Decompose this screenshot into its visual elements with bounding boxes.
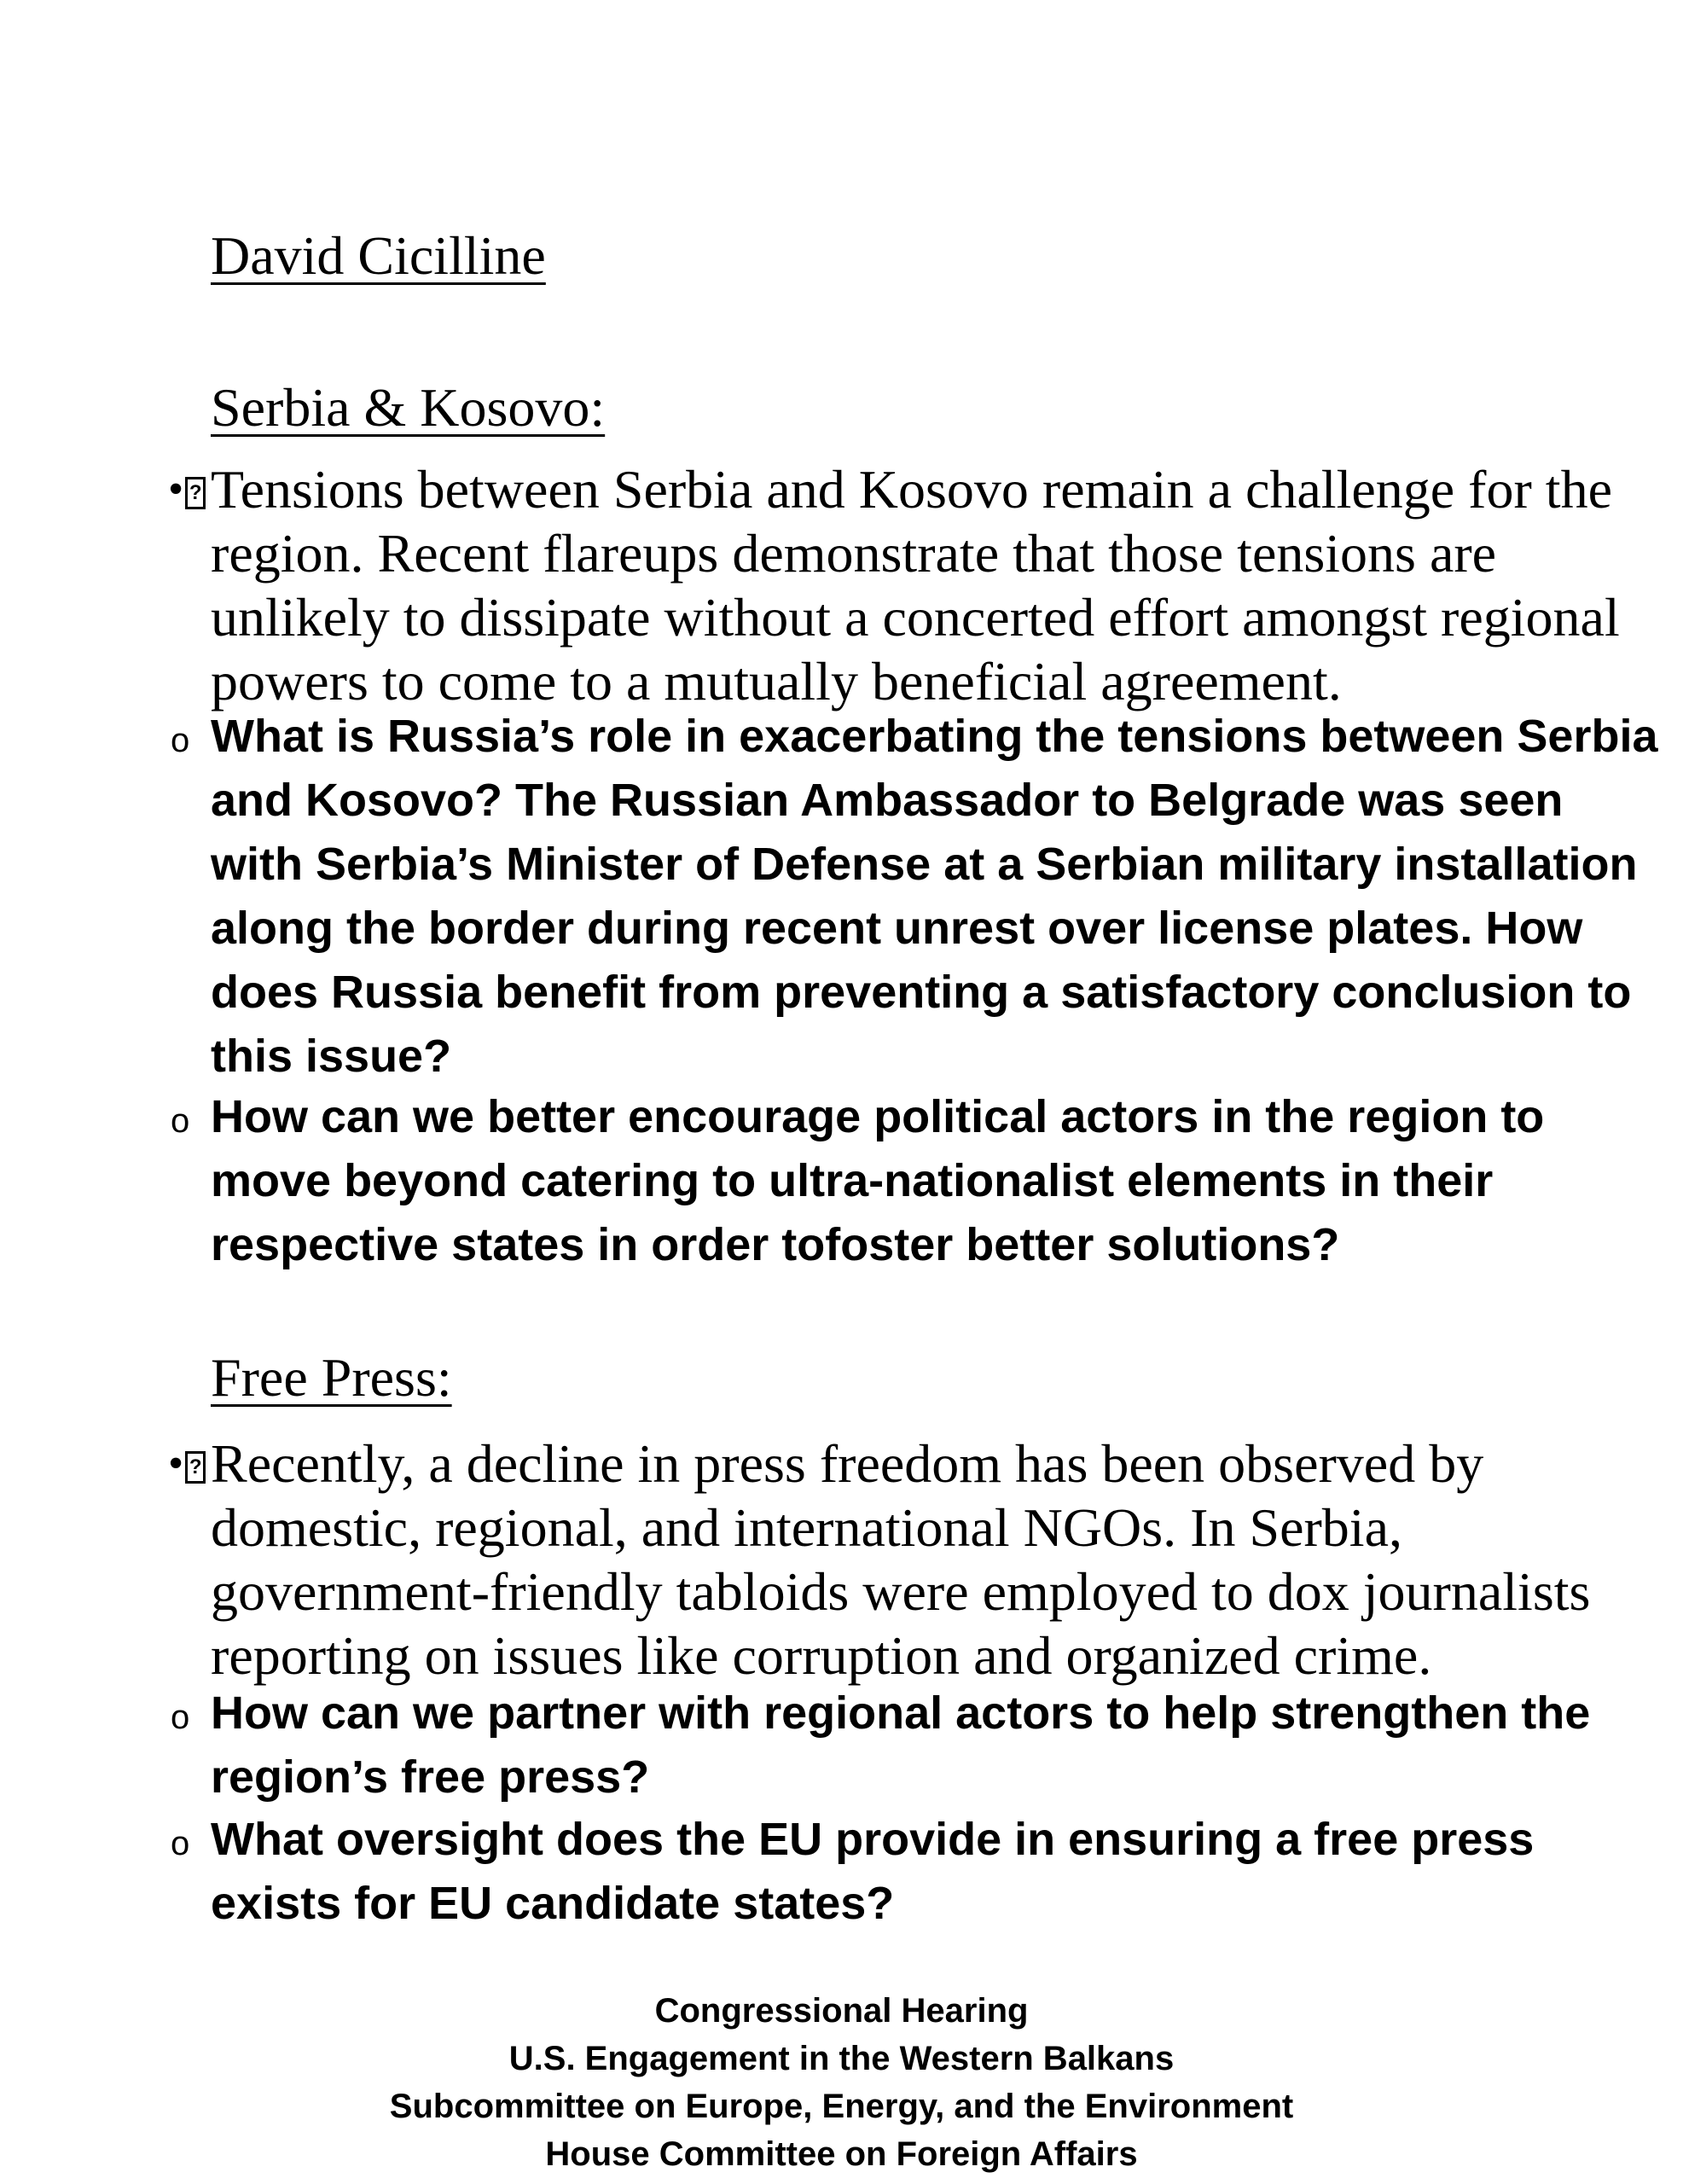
bullet-serbia-kosovo [168, 457, 1661, 713]
sub-bullet-marker: o [171, 1825, 190, 1862]
bullet-free-press [168, 1432, 1661, 1687]
question-partner-regional [171, 1682, 1661, 1809]
footer-line: Subcommittee on Europe, Energy, and the Environment [389, 2088, 1294, 2125]
footer-line: House Committee on Foreign Affairs [545, 2135, 1138, 2173]
question-text: How can we better encourage political actors in the region to move beyond catering to ultra-nationalist elements in their respective states in order tofoster better solutions? [211, 1091, 1545, 1270]
section-heading-free-press: Free Press: [211, 1347, 452, 1408]
question-text: What oversight does the EU provide in ensuring a free press exists for EU candidate states? [211, 1814, 1535, 1929]
sub-bullet-marker: o [171, 1102, 190, 1140]
bullet-text: Tensions between Serbia and Kosovo remain a challenge for the region. Recent flareups demonstrate that those tensions are unlikely to dissipate without a concerted effort amongst regional powers to come to a mutually beneficial agreement. [211, 459, 1620, 712]
question-russia-role [171, 705, 1661, 1089]
missing-glyph-icon [185, 1451, 206, 1484]
question-political-actors [171, 1085, 1661, 1277]
question-text: What is Russia’s role in exacerbating the tensions between Serbia and Kosovo? The Russian Ambassador to Belgrade was seen with Serbia’s Minister of Defense at a Serbian military installation along the border during recent unrest over license plates. How does Russia benefit from preventing a satisfactory conclusion to this issue? [211, 711, 1658, 1082]
bullet-dot-icon: • [168, 464, 184, 514]
section-heading-serbia-kosovo: Serbia & Kosovo: [211, 377, 606, 438]
bullet-dot-icon: • [168, 1438, 184, 1488]
question-text: How can we partner with regional actors to help strengthen the region’s free press? [211, 1687, 1591, 1803]
sub-bullet-marker: o [171, 1699, 190, 1736]
sub-bullet-marker: o [171, 722, 190, 759]
footer-line: U.S. Engagement in the Western Balkans [508, 2040, 1175, 2077]
author-name: David Cicilline [211, 225, 546, 286]
bullet-marker [168, 1432, 206, 1496]
bullet-text: Recently, a decline in press freedom has been observed by domestic, regional, and international NGOs. In Serbia, government-friendly tabloids were employed to dox journalists reporting on issues like corruption and organized crime. [211, 1433, 1591, 1686]
question-eu-oversight [171, 1808, 1661, 1936]
missing-glyph-icon [185, 477, 206, 509]
footer-line: Congressional Hearing [654, 1992, 1029, 2030]
bullet-marker [168, 457, 206, 521]
hearing-footer [0, 1987, 1683, 2178]
